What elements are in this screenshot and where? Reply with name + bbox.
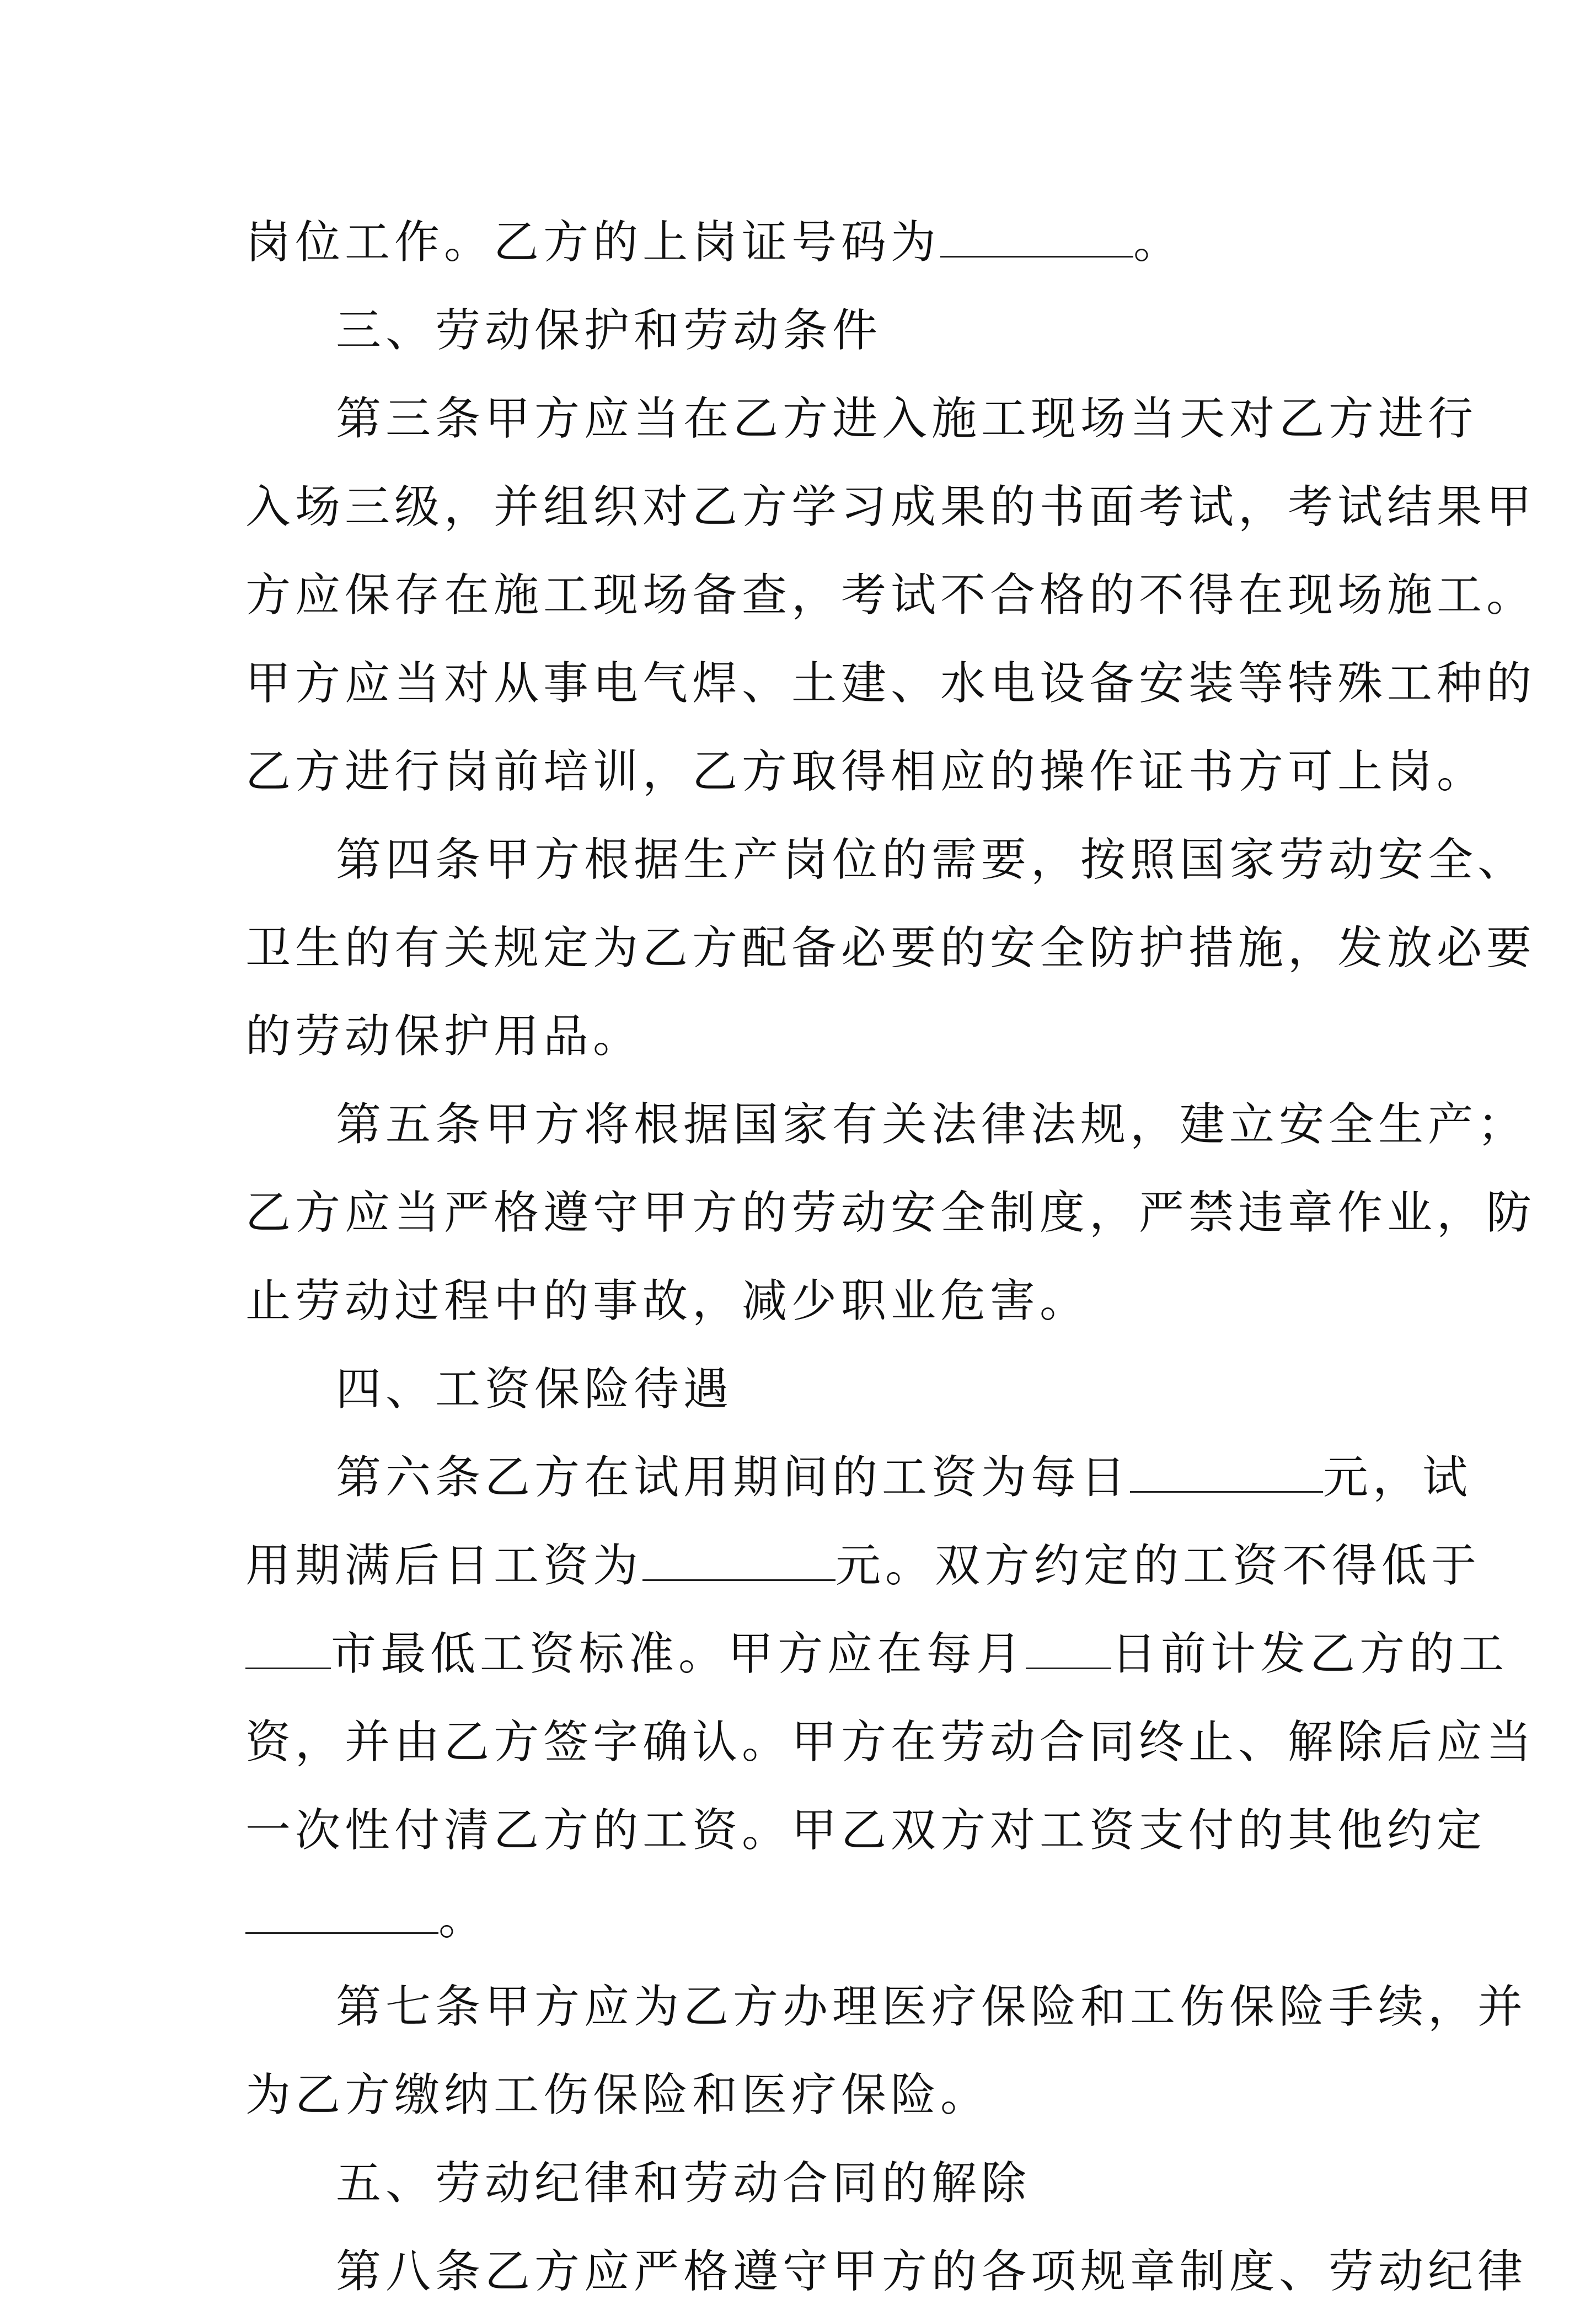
- text-line: [245, 1875, 1370, 1963]
- text-line: [245, 2140, 1370, 2228]
- fill-in-blank: [940, 217, 1133, 258]
- text-line: [245, 993, 1370, 1081]
- text-segment: 入场三级，并组织对乙方学习成果的书面考试，考试结果甲: [245, 481, 1536, 533]
- text-segment: 一次性付清乙方的工资。甲乙双方对工资支付的其他约定: [245, 1804, 1487, 1857]
- text-segment: 四、工资保险待遇: [336, 1363, 733, 1416]
- text-line: [245, 640, 1536, 728]
- text-line: [245, 375, 1478, 463]
- text-line: [245, 1963, 1528, 2051]
- text-line: [245, 2228, 1528, 2316]
- text-segment: 方应保存在施工现场备查，考试不合格的不得在现场施工。: [245, 569, 1536, 621]
- text-segment: 止劳动过程中的事故，减少职业危害。: [245, 1275, 1090, 1327]
- text-segment: 元。双方约定的工资不得低于: [836, 1540, 1481, 1592]
- text-line: [245, 1522, 1481, 1610]
- text-line: [245, 1345, 1370, 1434]
- text-line: [245, 551, 1536, 640]
- text-line: [245, 199, 1370, 287]
- fill-in-blank: [642, 1541, 836, 1581]
- text-line: [245, 1081, 1528, 1169]
- text-line: [245, 728, 1487, 816]
- text-segment: 岗位工作。乙方的上岗证号码为: [245, 216, 941, 269]
- text-segment: 三、劳动保护和劳动条件: [336, 304, 882, 357]
- text-line: [245, 904, 1536, 993]
- text-line: [245, 1610, 1509, 1698]
- fill-in-blank: [245, 1894, 438, 1934]
- text-line: [245, 1434, 1472, 1522]
- text-segment: 第四条甲方根据生产岗位的需要，按照国家劳动安全、: [336, 834, 1528, 886]
- fill-in-blank: [1026, 1629, 1111, 1669]
- text-segment: 五、劳动纪律和劳动合同的解除: [336, 2157, 1031, 2210]
- text-segment: 甲方应当对从事电气焊、土建、水电设备安装等特殊工种的: [245, 657, 1536, 710]
- text-segment: 第六条乙方在试用期间的工资为每日: [336, 1451, 1131, 1504]
- text-line: [245, 463, 1536, 551]
- text-line: [245, 1787, 1487, 1875]
- text-segment: 市最低工资标准。甲方应在每月: [331, 1628, 1026, 1680]
- text-segment: 。: [1133, 216, 1183, 269]
- text-line: [245, 816, 1528, 904]
- text-line: [245, 1698, 1536, 1787]
- text-segment: 第七条甲方应为乙方办理医疗保险和工伤保险手续，并: [336, 1981, 1528, 2033]
- text-segment: 卫生的有关规定为乙方配备必要的安全防护措施，发放必要: [245, 922, 1536, 974]
- text-segment: 元，试: [1323, 1451, 1472, 1504]
- text-segment: 第五条甲方将根据国家有关法律法规，建立安全生产；: [336, 1098, 1528, 1151]
- text-segment: 乙方应当严格遵守甲方的劳动安全制度，严禁违章作业，防: [245, 1187, 1536, 1239]
- text-segment: 。: [438, 1893, 489, 1945]
- text-segment: 用期满后日工资为: [245, 1540, 643, 1592]
- text-line: [245, 1169, 1536, 1257]
- text-segment: 第三条甲方应当在乙方进入施工现场当天对乙方进行: [336, 393, 1478, 445]
- text-line: [245, 2051, 1370, 2140]
- document-body: [245, 199, 1536, 2316]
- text-line: [245, 287, 1370, 375]
- text-segment: 的劳动保护用品。: [245, 1010, 643, 1063]
- text-segment: 为乙方缴纳工伤保险和医疗保险。: [245, 2069, 990, 2121]
- text-segment: 第八条乙方应严格遵守甲方的各项规章制度、劳动纪律: [336, 2245, 1528, 2298]
- text-segment: 乙方进行岗前培训，乙方取得相应的操作证书方可上岗。: [245, 746, 1487, 798]
- fill-in-blank: [245, 1629, 331, 1669]
- text-segment: 资，并由乙方签字确认。甲方在劳动合同终止、解除后应当: [245, 1716, 1536, 1768]
- text-line: [245, 1257, 1370, 1345]
- fill-in-blank: [1130, 1452, 1323, 1493]
- text-segment: 日前计发乙方的工: [1111, 1628, 1509, 1680]
